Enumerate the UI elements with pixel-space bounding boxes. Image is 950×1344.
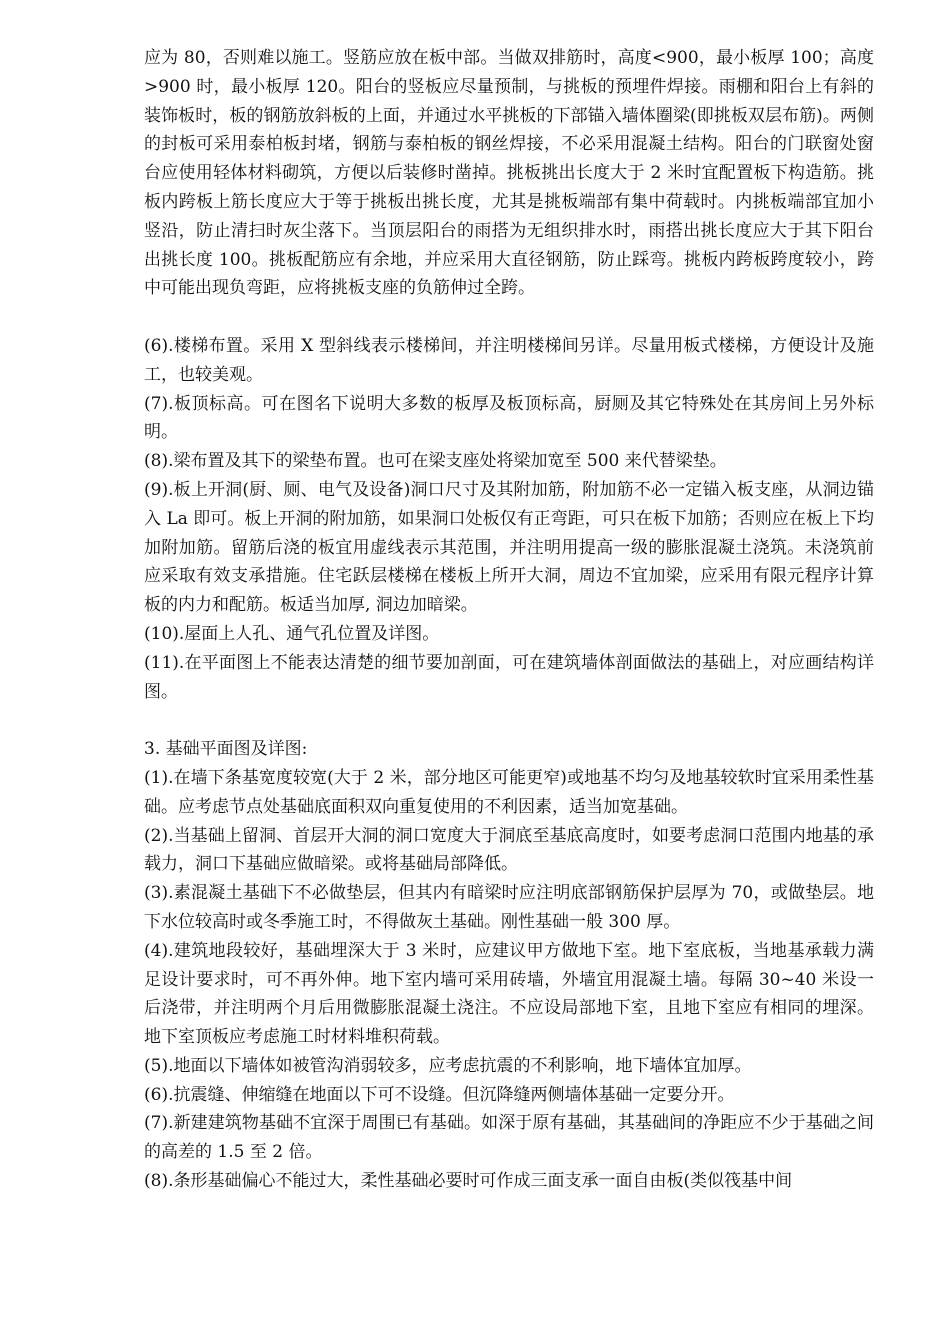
- foundation-item-6: (6).抗震缝、伸缩缝在地面以下可不设缝。但沉降缝两侧墙体基础一定要分开。: [144, 1084, 735, 1105]
- blank-line: [144, 303, 874, 332]
- blank-line: [144, 706, 874, 735]
- foundation-item-8: (8).条形基础偏心不能过大，柔性基础必要时可作成三面支承一面自由板(类似筏基中间: [144, 1171, 793, 1192]
- foundation-item-3: (3).素混凝土基础下不必做垫层，但其内有暗梁时应注明底部钢筋保护层厚为 70，或做垫层。地下水位较高时或冬季施工时，不得做灰土基础。刚性基础一般 300 厚。: [144, 883, 874, 932]
- item-10-roof-hatch: (10).屋面上人孔、通气孔位置及详图。: [144, 623, 440, 644]
- item-8-beam-layout: (8).梁布置及其下的梁垫布置。也可在梁支座处将梁加宽至 500 来代替梁垫。: [144, 451, 727, 472]
- item-9-slab-openings: (9).板上开洞(厨、厕、电气及设备)洞口尺寸及其附加筋，附加筋不必一定锚入板支座，从洞边锚入 La 即可。板上开洞的附加筋，如果洞口处板仅有正弯距，可只在板下加筋；否则应在板上下均加附加筋。留筋后浇的板宜用虚线表示其范围，并注明用提高一级的膨胀混凝土浇筑。未浇筑前应采取有效支承措施。住宅跃层楼梯在楼板上所开大洞，周边不宜加梁，应采用有限元程序计算板的内力和配筋。板适当加厚, 洞边加暗梁。: [144, 479, 874, 616]
- item-11-section-details: (11).在平面图上不能表达清楚的细节要加剖面，可在建筑墙体剖面做法的基础上，对应画结构详图。: [144, 652, 874, 702]
- item-7-slab-top-elevation: (7).板顶标高。可在图名下说明大多数的板厚及板顶标高，厨厕及其它特殊处在其房间上另外标明。: [144, 393, 874, 443]
- foundation-item-4: (4).建筑地段较好，基础埋深大于 3 米时，应建议甲方做地下室。地下室底板，当地基承载力满足设计要求时，可不再外伸。地下室内墙可采用砖墙，外墙宜用混凝土墙。每隔 30~40 米设一后浇带，并注明两个月后用微膨胀混凝土浇注。不应设局部地下室，且地下室应有相同的埋深。地下室顶板应考虑施工时材料堆积荷载。: [144, 940, 874, 1048]
- foundation-item-5: (5).地面以下墙体如被管沟消弱较多，应考虑抗震的不利影响，地下墙体宜加厚。: [144, 1055, 752, 1076]
- section-heading-foundation: 3. 基础平面图及详图:: [144, 739, 308, 760]
- foundation-item-7: (7).新建建筑物基础不宜深于周围已有基础。如深于原有基础，其基础间的净距应不少于基础之间的高差的 1.5 至 2 倍。: [144, 1113, 874, 1163]
- paragraph-cantilever-slab: 应为 80，否则难以施工。竖筋应放在板中部。当做双排筋时，高度<900，最小板厚 100；高度>900 时，最小板厚 120。阳台的竖板应尽量预制，与挑板的预埋件焊接。雨棚和阳台上有斜的装饰板时，板的钢筋放斜板的上面，并通过水平挑板的下部锚入墙体圈梁(即挑板双层布筋)。两侧的封板可采用泰柏板封堵，钢筋与泰柏板的钢丝焊接，不必采用混凝土结构。阳台的门联窗处窗台应使用轻体材料砌筑，方便以后装修时凿掉。挑板挑出长度大于 2 米时宜配置板下构造筋。挑板内跨板上筋长度应大于等于挑板出挑长度，尤其是挑板端部有集中荷载时。内挑板端部宜加小竖沿，防止清扫时灰尘落下。当顶层阳台的雨搭为无组织排水时，雨搭出挑长度应大于其下阳台出挑长度 100。挑板配筋应有余地，并应采用大直径钢筋，防止踩弯。挑板内跨板跨度较小，跨中可能出现负弯距，应将挑板支座的负筋伸过全跨。: [144, 48, 874, 299]
- foundation-item-2: (2).当基础上留洞、首层开大洞的洞口宽度大于洞底至基底高度时，如要考虑洞口范围内地基的承载力，洞口下基础应做暗梁。或将基础局部降低。: [144, 825, 874, 875]
- foundation-item-1: (1).在墙下条基宽度较宽(大于 2 米，部分地区可能更窄)或地基不均匀及地基较软时宜采用柔性基础。应考虑节点处基础底面积双向重复使用的不利因素，适当加宽基础。: [144, 767, 874, 817]
- item-6-stair-layout: (6).楼梯布置。采用 X 型斜线表示楼梯间，并注明楼梯间另详。尽量用板式楼梯，方便设计及施工，也较美观。: [144, 335, 874, 385]
- document-page: [144, 44, 874, 1196]
